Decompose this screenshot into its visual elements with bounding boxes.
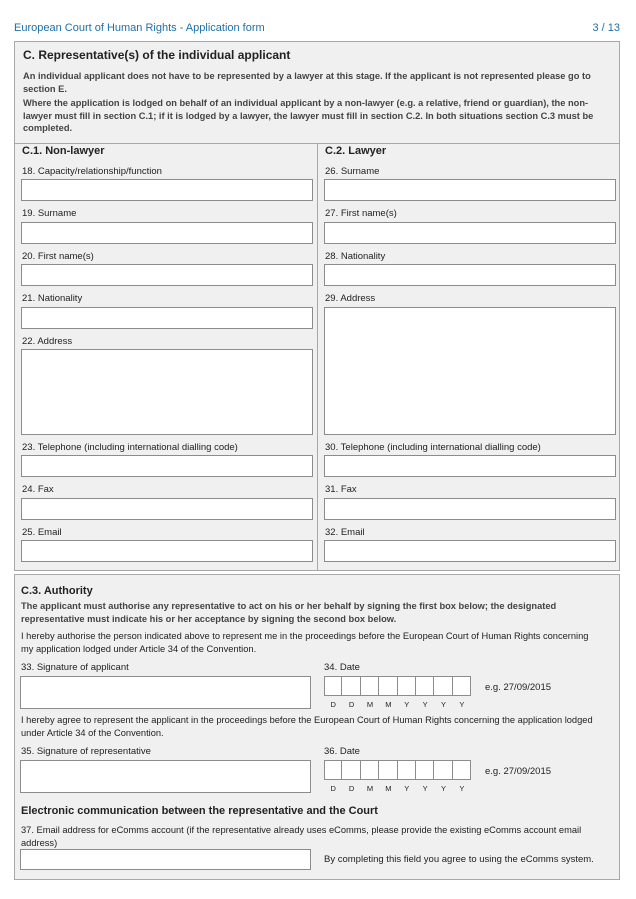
date-format-letter: Y (404, 700, 410, 709)
date-cell[interactable] (379, 676, 397, 696)
date-cell[interactable] (416, 676, 434, 696)
column-divider (317, 143, 318, 570)
date-format-letter: Y (459, 784, 465, 793)
agree-text: I hereby agree to represent the applicant in the proceedings before the European Court of Human Rights concerning the application lodged under Article 34 of the Convention. (21, 715, 593, 738)
date-cell[interactable] (342, 760, 360, 780)
document-title: European Court of Human Rights - Application form (14, 22, 265, 34)
date-cell[interactable] (361, 676, 379, 696)
representative-date-field[interactable] (324, 760, 471, 780)
date-format-letter: M (385, 700, 392, 709)
field-30-label: 30. Telephone (including international dialling code) (325, 442, 541, 453)
date-format-letter: D (330, 700, 336, 709)
date-format-letter: Y (422, 784, 428, 793)
lawyer-fax-field[interactable] (324, 498, 616, 520)
ecomms-title: Electronic communication between the representative and the Court (21, 805, 378, 817)
date-format-letter: Y (404, 784, 410, 793)
date-cell[interactable] (324, 676, 342, 696)
field-21-label: 21. Nationality (22, 293, 83, 304)
nonlawyer-email-field[interactable] (21, 540, 313, 562)
date-cell[interactable] (453, 676, 471, 696)
ecomms-note: By completing this field you agree to using the eComms system. (324, 854, 594, 865)
nonlawyer-fax-field[interactable] (21, 498, 313, 520)
date-format-letter: D (330, 784, 336, 793)
nonlawyer-nationality-field[interactable] (21, 307, 313, 329)
section-c-panel (14, 41, 620, 571)
date-cell[interactable] (434, 676, 452, 696)
field-25-label: 25. Email (22, 527, 62, 538)
date-format-letter: Y (459, 700, 465, 709)
field-18-label: 18. Capacity/relationship/function (22, 166, 162, 177)
c3-title: C.3. Authority (21, 585, 93, 597)
date-cell[interactable] (324, 760, 342, 780)
field-35-label: 35. Signature of representative (21, 746, 151, 757)
c1-title: C.1. Non-lawyer (22, 145, 105, 157)
date-cell[interactable] (342, 676, 360, 696)
date-format-letter: M (385, 784, 392, 793)
applicant-date-field[interactable] (324, 676, 471, 696)
page-number: 3 / 13 (592, 22, 620, 34)
nonlawyer-surname-field[interactable] (21, 222, 313, 244)
lawyer-firstname-field[interactable] (324, 222, 616, 244)
section-c-title: C. Representative(s) of the individual applicant (23, 48, 291, 62)
date-example: e.g. 27/09/2015 (485, 766, 552, 777)
date-cell[interactable] (361, 760, 379, 780)
date-cell[interactable] (434, 760, 452, 780)
nonlawyer-firstname-field[interactable] (21, 264, 313, 286)
date-format-letter: Y (441, 700, 447, 709)
representative-signature-field[interactable] (20, 760, 311, 793)
applicant-signature-field[interactable] (20, 676, 311, 709)
field-34-label: 34. Date (324, 662, 360, 673)
field-24-label: 24. Fax (22, 484, 54, 495)
ecomms-email-field[interactable] (20, 849, 311, 870)
date-format-letter: D (348, 784, 355, 793)
date-format-letter: Y (422, 700, 428, 709)
capacity-field[interactable] (21, 179, 313, 201)
lawyer-address-field[interactable] (324, 307, 616, 435)
date-cell[interactable] (379, 760, 397, 780)
lawyer-surname-field[interactable] (324, 179, 616, 201)
section-c-intro-2: Where the application is lodged on behalf of an individual applicant by a non-lawyer (e.g. a relative, friend or guardian), the non-lawyer must fill in section C.1; if it is lodged by a lawyer, the lawyer must fill in section C.2. In both situations section C.3 must be completed. (23, 98, 594, 134)
field-22-label: 22. Address (22, 336, 73, 347)
lawyer-nationality-field[interactable] (324, 264, 616, 286)
field-26-label: 26. Surname (325, 166, 380, 177)
c3-intro: The applicant must authorise any representative to act on his or her behalf by signing the first box below; the designated representative must indicate his or her acceptance by signing the second box below. (21, 601, 557, 624)
field-36-label: 36. Date (324, 746, 360, 757)
date-cell[interactable] (398, 760, 416, 780)
section-c3-panel (14, 574, 620, 880)
section-c-intro-1: An individual applicant does not have to be represented by a lawyer at this stage. If the applicant is not represented please go to section E. (23, 71, 591, 94)
date-format-letter: M (366, 784, 374, 793)
lawyer-email-field[interactable] (324, 540, 616, 562)
field-32-label: 32. Email (325, 527, 365, 538)
date-cell[interactable] (453, 760, 471, 780)
authorise-text: I hereby authorise the person indicated above to represent me in the proceedings before the European Court of Human Rights concerning my application lodged under Article 34 of the Convention. (21, 631, 589, 654)
lawyer-telephone-field[interactable] (324, 455, 616, 477)
field-23-label: 23. Telephone (including international dialling code) (22, 442, 238, 453)
field-27-label: 27. First name(s) (325, 208, 397, 219)
date-format-letter: Y (441, 784, 447, 793)
field-19-label: 19. Surname (22, 208, 77, 219)
field-20-label: 20. First name(s) (22, 251, 94, 262)
field-28-label: 28. Nationality (325, 251, 386, 262)
applicant-date-format (324, 700, 471, 709)
representative-date-format (324, 784, 471, 793)
field-37-label: 37. Email address for eComms account (if the representative already uses eComms, please provide the existing eComms account email address) (21, 825, 582, 848)
date-format-letter: M (366, 700, 374, 709)
date-example: e.g. 27/09/2015 (485, 682, 552, 693)
field-33-label: 33. Signature of applicant (21, 662, 129, 673)
date-cell[interactable] (416, 760, 434, 780)
date-format-letter: D (348, 700, 355, 709)
field-31-label: 31. Fax (325, 484, 357, 495)
c2-title: C.2. Lawyer (325, 145, 387, 157)
field-29-label: 29. Address (325, 293, 376, 304)
nonlawyer-telephone-field[interactable] (21, 455, 313, 477)
nonlawyer-address-field[interactable] (21, 349, 313, 435)
date-cell[interactable] (398, 676, 416, 696)
